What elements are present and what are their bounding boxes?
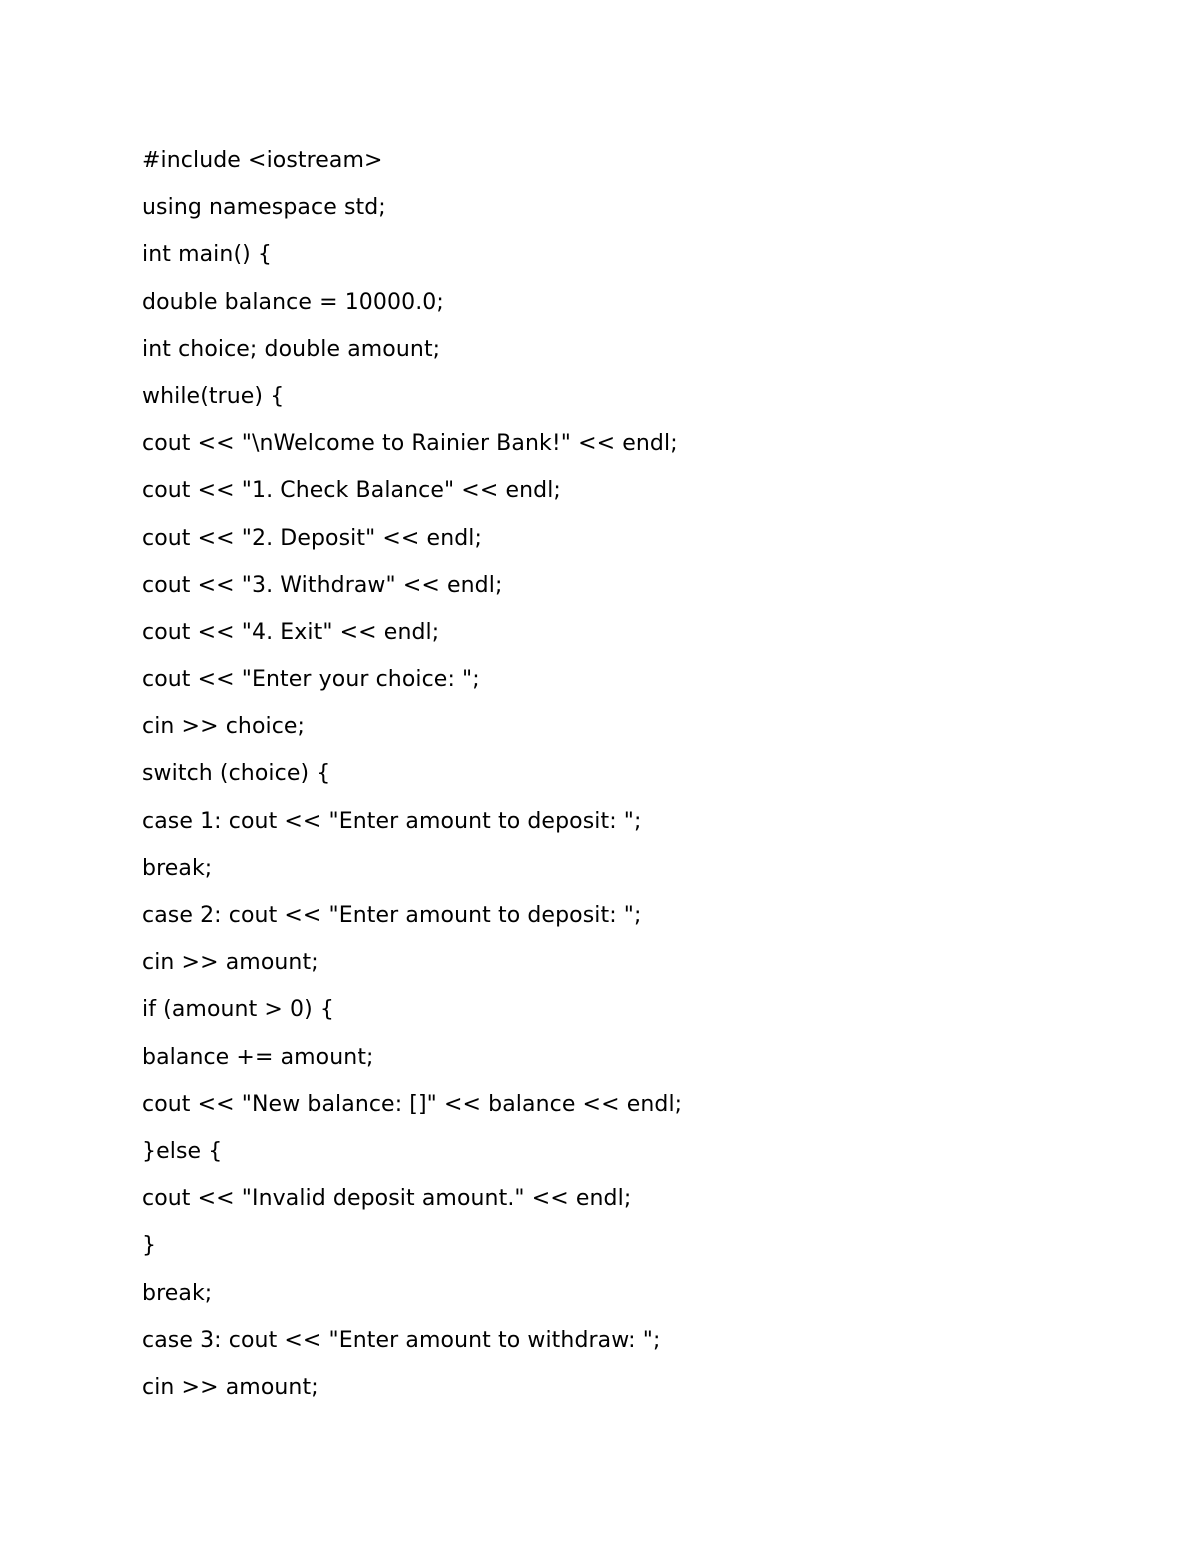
code-line: int main() { bbox=[142, 242, 272, 268]
code-line: cout << "3. Withdraw" << endl; bbox=[142, 572, 503, 598]
code-line: cout << "New balance: []" << balance << endl; bbox=[142, 1091, 683, 1117]
code-line: case 3: cout << "Enter amount to withdraw: "; bbox=[142, 1327, 661, 1353]
code-line: int choice; double amount; bbox=[142, 336, 441, 362]
code-listing bbox=[142, 137, 682, 1411]
code-line: cout << "2. Deposit" << endl; bbox=[142, 525, 483, 551]
code-line: cout << "4. Exit" << endl; bbox=[142, 619, 440, 645]
code-line: cout << "\nWelcome to Rainier Bank!" << endl; bbox=[142, 431, 678, 457]
code-line: break; bbox=[142, 855, 213, 881]
code-line: #include <iostream> bbox=[142, 148, 383, 173]
code-line: switch (choice) { bbox=[142, 761, 331, 787]
code-line: }else { bbox=[142, 1138, 223, 1164]
code-line: cout << "Enter your choice: "; bbox=[142, 667, 480, 693]
code-line: using namespace std; bbox=[142, 195, 386, 221]
code-line: case 2: cout << "Enter amount to deposit: "; bbox=[142, 903, 642, 928]
code-line: while(true) { bbox=[142, 383, 285, 409]
code-line: cout << "1. Check Balance" << endl; bbox=[142, 478, 561, 504]
code-line: balance += amount; bbox=[142, 1044, 374, 1070]
code-line: double balance = 10000.0; bbox=[142, 289, 444, 315]
code-line: cin >> amount; bbox=[142, 1374, 319, 1400]
code-line: case 1: cout << "Enter amount to deposit: "; bbox=[142, 808, 642, 834]
code-line: cin >> amount; bbox=[142, 950, 319, 976]
code-line: break; bbox=[142, 1280, 213, 1306]
code-line: cout << "Invalid deposit amount." << endl; bbox=[142, 1186, 632, 1212]
code-line: } bbox=[142, 1233, 157, 1259]
code-line: if (amount > 0) { bbox=[142, 997, 335, 1023]
code-line: cin >> choice; bbox=[142, 714, 306, 740]
